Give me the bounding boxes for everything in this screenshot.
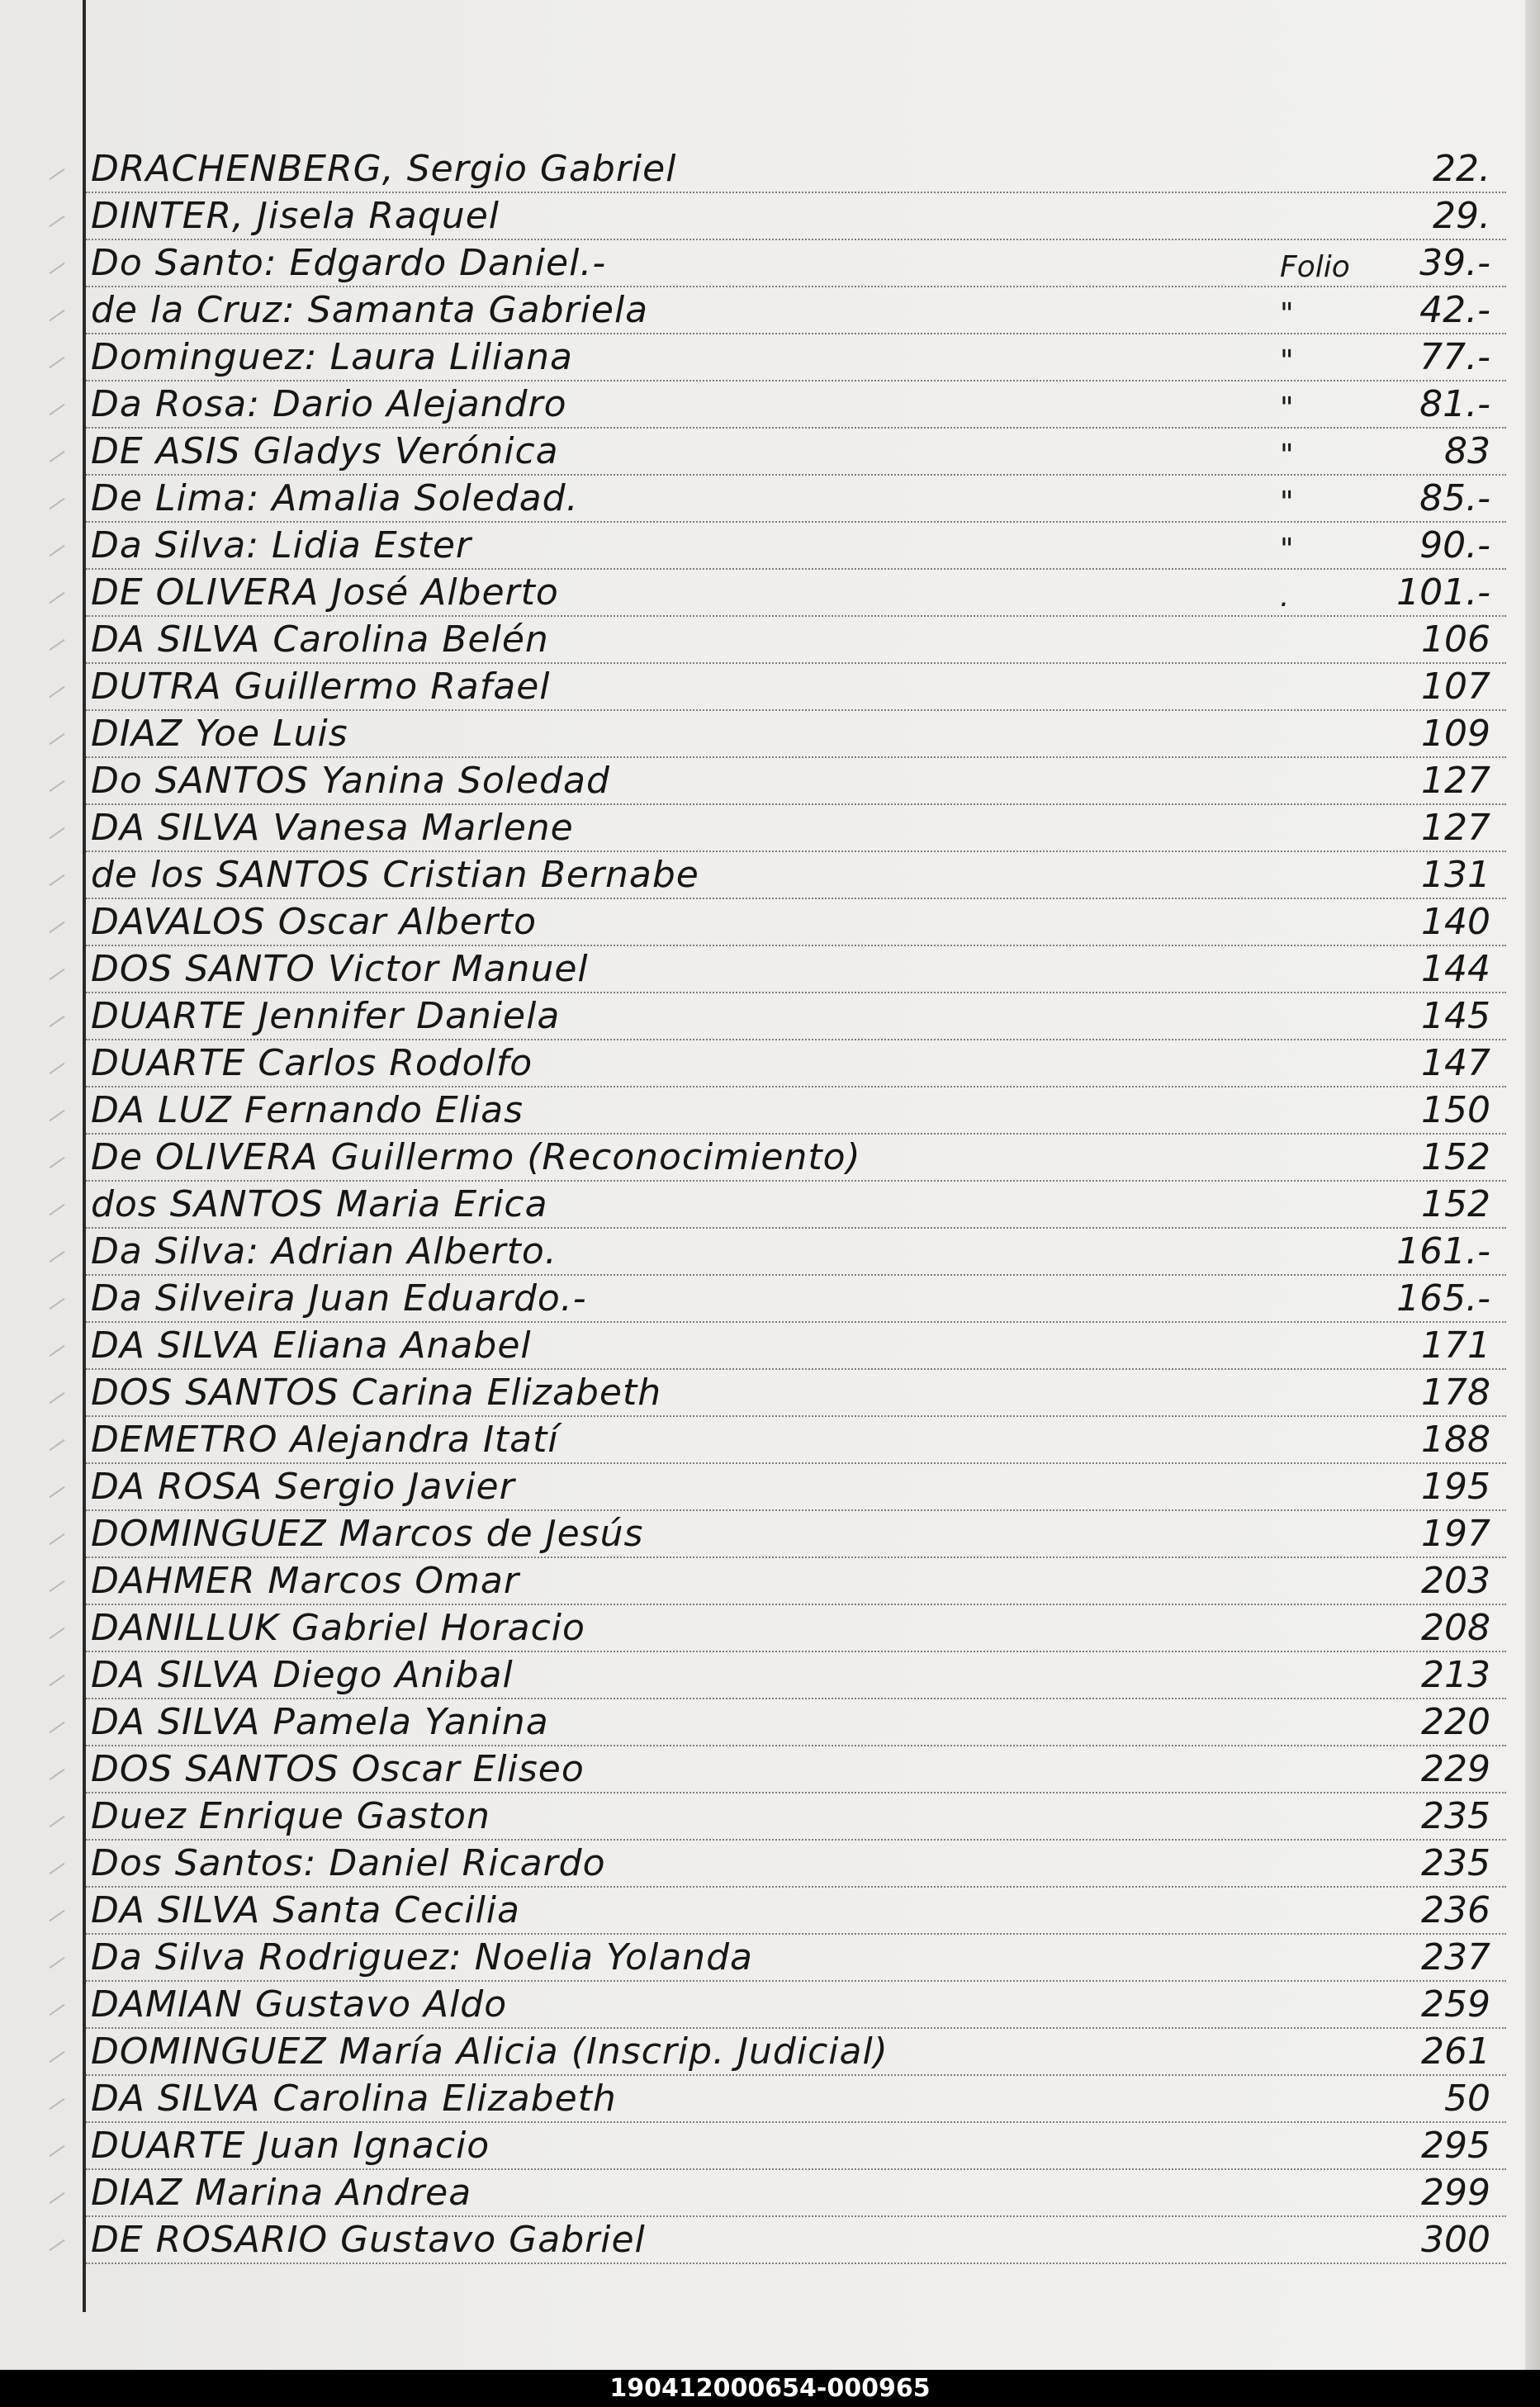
margin-tick	[49, 168, 64, 180]
margin-tick	[49, 2098, 64, 2110]
list-item	[91, 1559, 1507, 1602]
entry-folio: 235	[1421, 1842, 1490, 1884]
entry-name: DA SILVA Vanesa Marlene	[91, 807, 574, 849]
entry-folio: 106	[1421, 618, 1490, 661]
ruled-line	[86, 1933, 1506, 1935]
list-item	[91, 1371, 1507, 1414]
ruled-line	[86, 2168, 1506, 2170]
list-item	[91, 853, 1507, 896]
margin-tick	[49, 922, 64, 933]
entry-folio: 81.-	[1419, 383, 1490, 425]
entry-name: DRACHENBERG, Sergio Gabriel	[91, 148, 677, 190]
margin-tick	[49, 1910, 64, 1921]
entry-name: DE OLIVERA José Alberto	[91, 571, 559, 614]
ruled-line	[86, 1274, 1506, 1276]
entry-folio: 83	[1444, 430, 1490, 472]
list-item	[91, 1653, 1507, 1696]
margin-tick	[49, 545, 64, 557]
margin-tick	[49, 1722, 64, 1733]
margin-tick	[49, 1675, 64, 1686]
list-item	[91, 1606, 1507, 1649]
entry-name: DA SILVA Santa Cecilia	[91, 1889, 520, 1931]
margin-line	[83, 0, 86, 2312]
entry-folio: 152	[1421, 1183, 1490, 1225]
ruled-line	[86, 709, 1506, 711]
ruled-line	[86, 568, 1506, 570]
entry-name: DINTER, Jisela Raquel	[91, 195, 500, 237]
entry-name: Dominguez: Laura Liliana	[91, 336, 573, 378]
entry-name: Do Santo: Edgardo Daniel.-	[91, 242, 607, 284]
entry-folio: 127	[1421, 807, 1490, 849]
entry-folio: 197	[1421, 1513, 1490, 1555]
margin-tick	[49, 1533, 64, 1545]
entry-name: DOS SANTO Victor Manuel	[91, 948, 589, 990]
entry-name: DAHMER Marcos Omar	[91, 1560, 519, 1602]
margin-tick	[49, 357, 64, 368]
entry-folio-prefix: "	[1280, 533, 1294, 566]
entry-name: Da Silva: Lidia Ester	[91, 524, 471, 566]
ruled-line	[86, 615, 1506, 617]
ruled-line	[86, 2027, 1506, 2029]
ruled-line	[86, 427, 1506, 429]
margin-tick	[49, 1298, 64, 1310]
entry-folio: 178	[1421, 1372, 1490, 1414]
entry-folio: 140	[1421, 901, 1490, 943]
list-item	[91, 994, 1507, 1037]
list-item	[91, 382, 1507, 425]
margin-tick	[49, 1251, 64, 1263]
ruled-line	[86, 662, 1506, 664]
entry-name: DUARTE Jennifer Daniela	[91, 995, 561, 1037]
entry-folio: 237	[1421, 1936, 1490, 1978]
ruled-line	[86, 851, 1506, 852]
list-item	[91, 947, 1507, 990]
entry-folio: 107	[1421, 666, 1490, 708]
list-item	[91, 1465, 1507, 1508]
entry-folio: 22.	[1433, 148, 1490, 190]
ruled-line	[86, 1180, 1506, 1182]
list-item	[91, 900, 1507, 943]
entry-folio-prefix: .	[1280, 580, 1290, 614]
ruled-line	[86, 1792, 1506, 1793]
margin-tick	[49, 1628, 64, 1639]
margin-tick	[49, 874, 64, 886]
entry-name: DUTRA Guillermo Rafael	[91, 666, 551, 708]
margin-tick	[49, 216, 64, 227]
entry-name: DAVALOS Oscar Alberto	[91, 901, 538, 943]
entry-folio-prefix: "	[1280, 438, 1294, 472]
entry-name: Da Rosa: Dario Alejandro	[91, 383, 567, 425]
entry-folio: 29.	[1433, 195, 1490, 237]
list-item	[91, 2077, 1507, 2120]
ruled-line	[86, 1980, 1506, 1982]
list-item	[91, 571, 1507, 614]
list-item	[91, 2124, 1507, 2167]
entry-folio: 236	[1421, 1889, 1490, 1931]
list-item	[91, 147, 1507, 190]
entry-folio: 235	[1421, 1795, 1490, 1837]
ruled-line	[86, 1086, 1506, 1087]
margin-tick	[49, 686, 64, 698]
entry-folio: 171	[1421, 1324, 1490, 1367]
ruled-line	[86, 756, 1506, 758]
margin-tick	[49, 639, 64, 651]
ruled-line	[86, 1509, 1506, 1511]
entry-name: DE ROSARIO Gustavo Gabriel	[91, 2219, 646, 2261]
list-item	[91, 288, 1507, 331]
entry-folio-prefix: "	[1280, 297, 1294, 331]
entry-name: Do SANTOS Yanina Soledad	[91, 760, 610, 802]
ruled-line	[86, 945, 1506, 946]
list-item	[91, 429, 1507, 472]
margin-tick	[49, 827, 64, 839]
entry-folio: 109	[1421, 713, 1490, 755]
margin-tick	[49, 310, 64, 321]
ruled-line	[86, 380, 1506, 381]
margin-tick	[49, 1816, 64, 1827]
ruled-line	[86, 992, 1506, 993]
entry-folio-prefix: "	[1280, 486, 1294, 519]
ruled-line	[86, 2215, 1506, 2217]
entry-folio: 195	[1421, 1466, 1490, 1508]
entry-folio: 39.-	[1419, 242, 1490, 284]
entry-folio: 50	[1444, 2078, 1490, 2120]
margin-tick	[49, 1580, 64, 1592]
entry-folio: 90.-	[1419, 524, 1490, 566]
entry-name: DOMINGUEZ María Alicia (Inscrip. Judicial)	[91, 2030, 888, 2073]
entry-name: DUARTE Juan Ignacio	[91, 2125, 490, 2167]
list-item	[91, 1512, 1507, 1555]
entry-folio: 300	[1421, 2219, 1490, 2261]
list-item	[91, 1182, 1507, 1225]
margin-tick	[49, 1204, 64, 1215]
margin-tick	[49, 733, 64, 745]
margin-tick	[49, 592, 64, 604]
margin-tick	[49, 404, 64, 415]
ruled-line	[86, 1039, 1506, 1040]
entry-name: DIAZ Yoe Luis	[91, 713, 348, 755]
ruled-line	[86, 803, 1506, 805]
entry-folio-prefix: "	[1280, 344, 1294, 378]
list-item	[91, 524, 1507, 566]
ruled-line	[86, 521, 1506, 523]
entry-name: DIAZ Marina Andrea	[91, 2172, 472, 2214]
list-item	[91, 2030, 1507, 2073]
entry-name: DA SILVA Carolina Elizabeth	[91, 2078, 617, 2120]
list-item	[91, 1230, 1507, 1272]
ruled-line	[86, 1886, 1506, 1888]
margin-tick	[49, 1486, 64, 1498]
entry-name: DUARTE Carlos Rodolfo	[91, 1042, 533, 1084]
entry-folio: 261	[1421, 2030, 1490, 2073]
entry-folio: 229	[1421, 1748, 1490, 1790]
margin-tick	[49, 2004, 64, 2016]
ruled-line	[86, 474, 1506, 476]
list-item	[91, 1794, 1507, 1837]
page-edge	[1525, 0, 1540, 2370]
margin-tick	[49, 263, 64, 274]
entry-folio: 127	[1421, 760, 1490, 802]
entry-name: DA SILVA Diego Anibal	[91, 1654, 514, 1696]
entry-name: DOS SANTOS Oscar Eliseo	[91, 1748, 585, 1790]
ruled-line	[86, 1745, 1506, 1746]
margin-tick	[49, 1016, 64, 1027]
margin-tick	[49, 1392, 64, 1404]
entry-name: DEMETRO Alejandra Itatí	[91, 1419, 559, 1461]
entry-folio: 145	[1421, 995, 1490, 1037]
list-item	[91, 712, 1507, 755]
ruled-line	[86, 1368, 1506, 1370]
entry-folio: 165.-	[1396, 1277, 1490, 1320]
entry-name: DANILLUK Gabriel Horacio	[91, 1607, 585, 1649]
ruled-line	[86, 1227, 1506, 1229]
ruled-line	[86, 1698, 1506, 1699]
entry-folio: 203	[1421, 1560, 1490, 1602]
entry-name: DE ASIS Gladys Verónica	[91, 430, 559, 472]
entry-name: DA ROSA Sergio Javier	[91, 1466, 515, 1508]
entry-folio: 188	[1421, 1419, 1490, 1461]
margin-tick	[49, 2239, 64, 2251]
margin-tick	[49, 1345, 64, 1357]
entry-folio: 213	[1421, 1654, 1490, 1696]
entry-folio: 42.-	[1419, 289, 1490, 331]
entry-name: DAMIAN Gustavo Aldo	[91, 1983, 508, 2026]
list-item	[91, 1841, 1507, 1884]
margin-tick	[49, 2145, 64, 2157]
list-item	[91, 759, 1507, 802]
list-item	[91, 665, 1507, 708]
entry-name: De OLIVERA Guillermo (Reconocimiento)	[91, 1136, 861, 1178]
ruled-line	[86, 1133, 1506, 1135]
ruled-line	[86, 1462, 1506, 1464]
entry-name: De Lima: Amalia Soledad.	[91, 477, 579, 519]
list-item	[91, 1700, 1507, 1743]
entry-folio: 147	[1421, 1042, 1490, 1084]
ruled-line	[86, 1321, 1506, 1323]
entry-folio-prefix: "	[1280, 391, 1294, 425]
entry-folio: 295	[1421, 2125, 1490, 2167]
margin-tick	[49, 1110, 64, 1121]
ruled-line	[86, 2074, 1506, 2076]
list-item	[91, 476, 1507, 519]
entry-folio: 220	[1421, 1701, 1490, 1743]
entry-folio: 101.-	[1396, 571, 1490, 614]
ruled-line	[86, 898, 1506, 899]
list-item	[91, 1135, 1507, 1178]
footer-code: 190412000654-000965	[609, 2374, 931, 2403]
entry-folio-prefix: Folio	[1280, 250, 1350, 284]
list-item	[91, 1983, 1507, 2026]
ruled-line	[86, 1604, 1506, 1605]
margin-tick	[49, 1157, 64, 1168]
list-item	[91, 1747, 1507, 1790]
entry-name: DA LUZ Fernando Elias	[91, 1089, 524, 1131]
list-item	[91, 618, 1507, 661]
entry-folio: 152	[1421, 1136, 1490, 1178]
entry-folio: 144	[1421, 948, 1490, 990]
margin-tick	[49, 2192, 64, 2204]
list-item	[91, 1324, 1507, 1367]
margin-tick	[49, 1769, 64, 1780]
entry-folio: 77.-	[1419, 336, 1490, 378]
entry-name: DA SILVA Carolina Belén	[91, 618, 549, 661]
list-item	[91, 1277, 1507, 1320]
ruled-line	[86, 1556, 1506, 1558]
entry-name: dos SANTOS Maria Erica	[91, 1183, 548, 1225]
entry-name: DA SILVA Pamela Yanina	[91, 1701, 549, 1743]
ruled-line	[86, 286, 1506, 287]
entry-name: de los SANTOS Cristian Bernabe	[91, 854, 699, 896]
entry-folio: 131	[1421, 854, 1490, 896]
entry-folio: 299	[1421, 2172, 1490, 2214]
margin-tick	[49, 2051, 64, 2063]
ruled-line	[86, 1415, 1506, 1417]
list-item	[91, 335, 1507, 378]
entry-folio: 150	[1421, 1089, 1490, 1131]
entry-name: Dos Santos: Daniel Ricardo	[91, 1842, 606, 1884]
margin-tick	[49, 1863, 64, 1874]
entry-folio: 208	[1421, 1607, 1490, 1649]
entry-name: Da Silva: Adrian Alberto.	[91, 1230, 557, 1272]
entry-name: Duez Enrique Gaston	[91, 1795, 490, 1837]
list-item	[91, 806, 1507, 849]
entry-folio: 259	[1421, 1983, 1490, 2026]
entry-name: DA SILVA Eliana Anabel	[91, 1324, 532, 1367]
entry-name: DOMINGUEZ Marcos de Jesús	[91, 1513, 644, 1555]
list-item	[91, 241, 1507, 284]
list-item	[91, 194, 1507, 237]
ruled-line	[86, 1839, 1506, 1841]
ruled-line	[86, 1651, 1506, 1652]
margin-tick	[49, 969, 64, 980]
ruled-line	[86, 192, 1506, 193]
list-item	[91, 1041, 1507, 1084]
margin-tick	[49, 1957, 64, 1969]
entry-folio: 85.-	[1419, 477, 1490, 519]
entry-name: de la Cruz: Samanta Gabriela	[91, 289, 649, 331]
list-item	[91, 1418, 1507, 1461]
list-item	[91, 2171, 1507, 2214]
entry-folio: 161.-	[1396, 1230, 1490, 1272]
entry-name: Da Silva Rodriguez: Noelia Yolanda	[91, 1936, 753, 1978]
ruled-line	[86, 239, 1506, 240]
entry-name: DOS SANTOS Carina Elizabeth	[91, 1372, 662, 1414]
list-item	[91, 1888, 1507, 1931]
ruled-line	[86, 2121, 1506, 2123]
ruled-line	[86, 2262, 1506, 2264]
margin-tick	[49, 780, 64, 792]
list-item	[91, 1088, 1507, 1131]
margin-tick	[49, 1063, 64, 1074]
ruled-line	[86, 333, 1506, 334]
margin-tick	[49, 1439, 64, 1451]
list-item	[91, 2218, 1507, 2261]
margin-tick	[49, 451, 64, 462]
entry-name: Da Silveira Juan Eduardo.-	[91, 1277, 587, 1320]
margin-tick	[49, 498, 64, 509]
list-item	[91, 1936, 1507, 1978]
